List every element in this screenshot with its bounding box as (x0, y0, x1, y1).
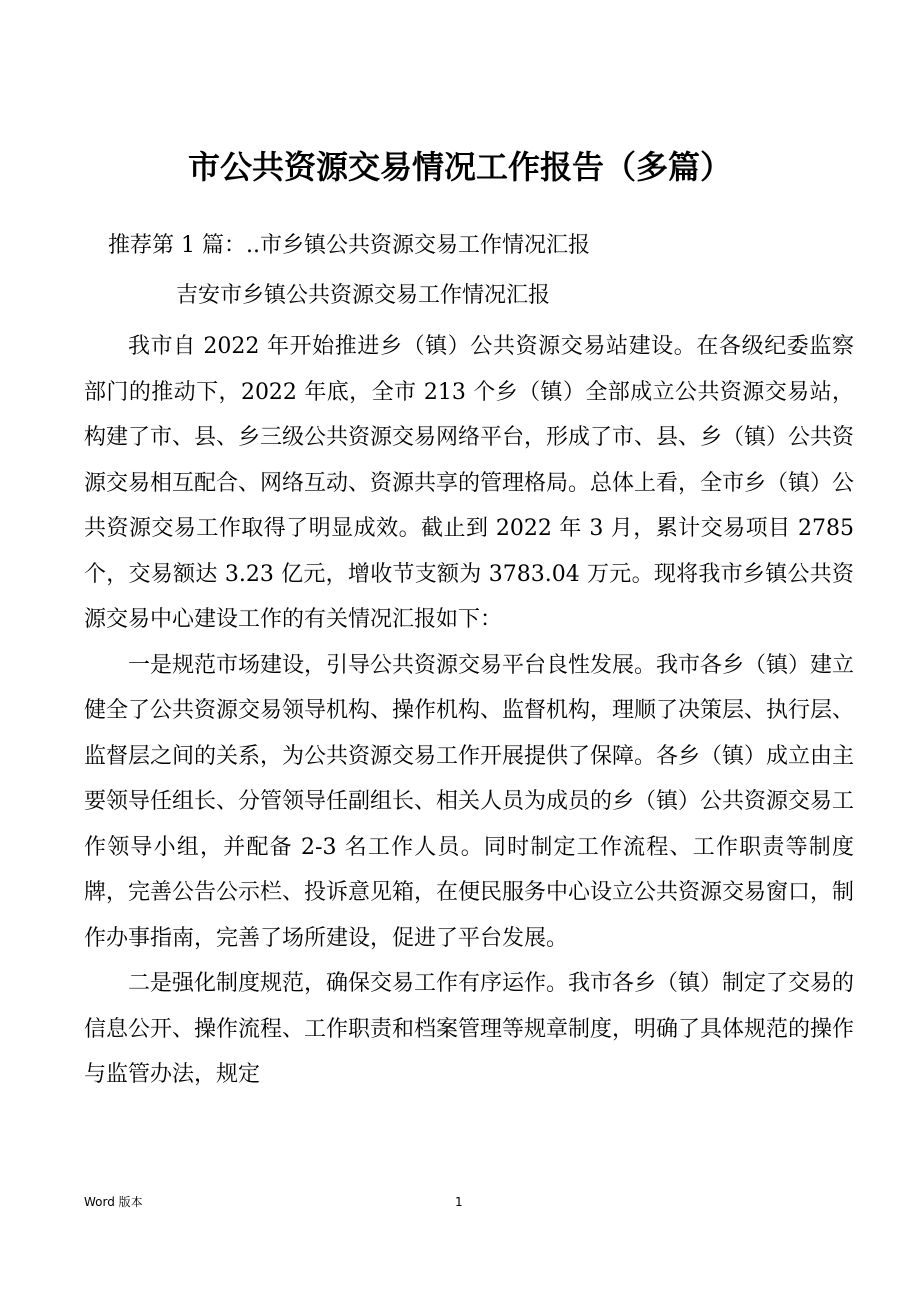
footer-label: Word 版本 (84, 1195, 143, 1209)
body-text (84, 324, 854, 1098)
recommend-line: 推荐第 1 篇：..市乡镇公共资源交易工作情况汇报 (108, 233, 590, 258)
document-title: 市公共资源交易情况工作报告（多篇） (187, 148, 732, 186)
page-number: 1 (455, 1195, 463, 1209)
paragraph-intro: 我市自 2022 年开始推进乡（镇）公共资源交易站建设。在各级纪委监察部门的推动下，2022 年底，全市 213 个乡（镇）全部成立公共资源交易站，构建了市、县、乡三级公共资源交易网络平台，形成了市、县、乡（镇）公共资源交易相互配合、网络互动、资源共享的管理格局。总体上看，全市乡（镇）公共资源交易工作取得了明显成效。截止到 2022 年 3 月，累计交易项目 2785 个，交易额达 3.23 亿元，增收节支额为 3783.04 万元。现将我市乡镇公共资源交易中心建设工作的有关情况汇报如下： (84, 334, 855, 632)
paragraph-one: 一是规范市场建设，引导公共资源交易平台良性发展。我市各乡（镇）建立健全了公共资源交易领导机构、操作机构、监督机构，理顺了决策层、执行层、监督层之间的关系，为公共资源交易工作开展提供了保障。各乡（镇）成立由主要领导任组长、分管领导任副组长、相关人员为成员的乡（镇）公共资源交易工作领导小组，并配备 2-3 名工作人员。同时制定工作流程、工作职责等制度牌，完善公告公示栏、投诉意见箱，在便民服务中心设立公共资源交易窗口，制作办事指南，完善了场所建设，促进了平台发展。 (84, 652, 855, 951)
report-title: 吉安市乡镇公共资源交易工作情况汇报 (176, 283, 551, 308)
paragraph-two: 二是强化制度规范，确保交易工作有序运作。我市各乡（镇）制定了交易的信息公开、操作流程、工作职责和档案管理等规章制度，明确了具体规范的操作与监管办法，规定 (84, 971, 855, 1087)
